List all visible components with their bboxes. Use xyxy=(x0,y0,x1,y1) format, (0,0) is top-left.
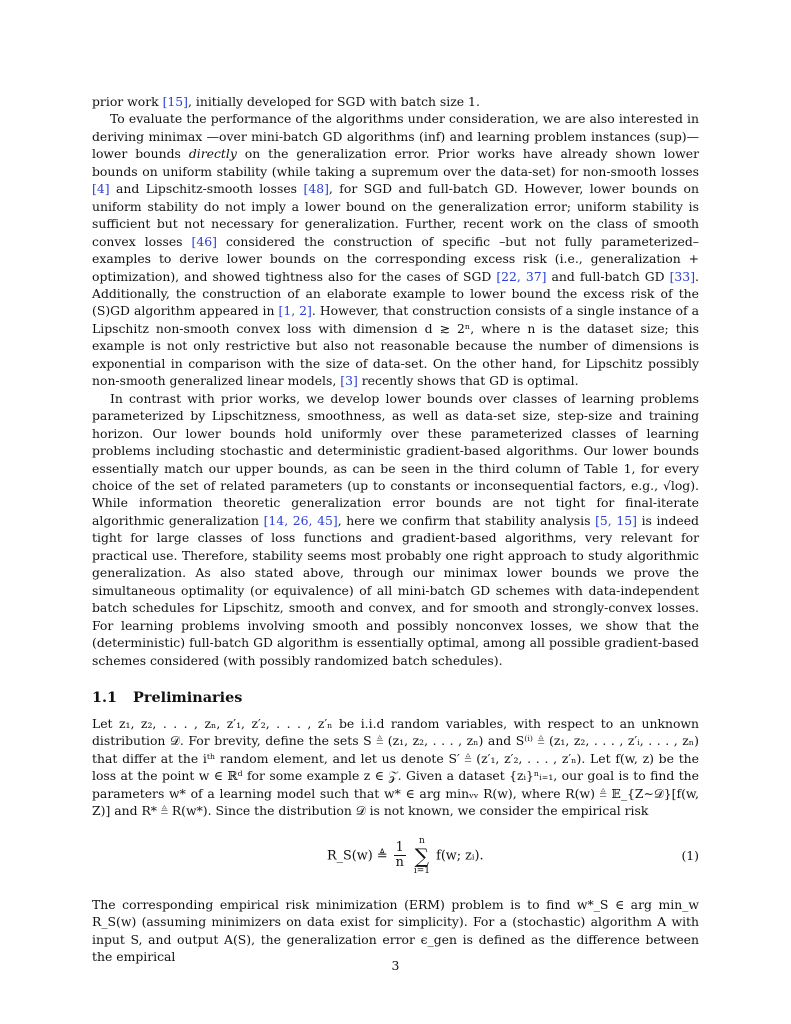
citation-link[interactable]: [5, 15] xyxy=(595,512,637,528)
equation-fraction xyxy=(394,841,406,870)
section-number: 1.1 xyxy=(92,688,118,706)
equation-lhs: R_S(w) ≜ xyxy=(327,848,388,864)
fraction-numerator: 1 xyxy=(395,840,404,856)
citation-link[interactable]: [3] xyxy=(340,373,358,389)
sum-upper-limit: n xyxy=(419,835,425,846)
citation-link[interactable]: [1, 2] xyxy=(278,303,312,319)
paper-page xyxy=(92,93,699,965)
citation-link[interactable]: [14, 26, 45] xyxy=(263,512,338,528)
sum-symbol: ∑ xyxy=(414,843,430,868)
citation-link[interactable]: [15] xyxy=(162,94,189,109)
page-number: 3 xyxy=(391,958,400,973)
citation-link[interactable]: [22, 37] xyxy=(496,268,547,284)
equation-empirical-risk xyxy=(92,828,699,886)
sum-lower-limit: i=1 xyxy=(413,865,430,876)
section-title: Preliminaries xyxy=(133,688,243,706)
paragraph-preliminaries: Let z₁, z₂, . . . , zₙ, z′₁, z′₂, . . . , z′ₙ be i.i.d random variables, with respect to an unknown distribution 𝒟. For brevity, define the sets S ≜ (z₁, z₂, . . . , zₙ) and S⁽ⁱ⁾ ≜ (z₁, z₂, . . . , z′ᵢ, . . . , zₙ) that differ at the iᵗʰ random element, and let us denote S′ ≜ (z′₁, z′₂, . . . , z′ₙ). Let f(w, z) be the loss at the point w ∈ ℝᵈ for some example z ∈ 𝒵. Given a dataset {zᵢ}ⁿᵢ₌₁, our goal is to find the parameters w* of a learning model such that w* ∈ arg minᵥᵥ R(w), where R(w) ≜ 𝔼_{Z∼𝒟}[f(w, Z)] and R* ≜ R(w*). Since the distribution 𝒟 is not known, we consider the empirical risk xyxy=(92,715,699,819)
paragraph-contributions: In contrast with prior works, we develop lower bounds over classes of learning problems parameterized by Lipschitzness, smoothness, as well as data-set size, step-size and training horizon. Our lower bounds hold uniformly over these parameterized classes of learning problems including stochastic and deterministic gradient-based algorithms. Our lower bounds essentially match our upper bounds, as can be seen in the third column of Table 1, for every choice of the set of related parameters (up to constants or inconsequential factors, e.g., √log). While information theoretic generalization error bounds are not tight for final-iterate algorithmic generalization [14, 26, 45], here we confirm that stability analysis [5, 15] is indeed tight for large classes of loss functions and gradient-based algorithms, very relevant for practical use. Therefore, stability seems most probably one right approach to study algorithmic generalization. As also stated above, through our minimax lower bounds we prove the simultaneous optimality (or equivalence) of all mini-batch GD schemes with data-independent batch schedules for Lipschitz, smooth and convex, and for smooth and strongly-convex losses. For learning problems involving smooth and possibly nonconvex losses, we show that the (deterministic) full-batch GD algorithm is essentially optimal, among all possible gradient-based schemes considered (with possibly randomized batch schedules). xyxy=(92,390,699,668)
paragraph-minimax-lower-bounds: To evaluate the performance of the algorithms under consideration, we are also interested in deriving minimax —over mini-batch GD algorithms (inf) and learning problem instances (sup)— lower bounds directly on the generalization error. Prior works have already shown lower bounds on uniform stability (while taking a supremum over the data-set) for non-smooth losses [4] and Lipschitz-smooth losses [48], for SGD and full-batch GD. However, lower bounds on uniform stability do not imply a lower bound on the generalization error; uniform stability is sufficient but not necessary for generalization. Further, recent work on the class of smooth convex losses [46] considered the construction of specific –but not fully parameterized– examples to derive lower bounds on the corresponding excess risk (i.e., generalization + optimization), and showed tightness also for the cases of SGD [22, 37] and full-batch GD [33]. Additionally, the construction of an elaborate example to lower bound the excess risk of the (S)GD algorithm appeared in [1, 2]. However, that construction consists of a single instance of a Lipschitz non-smooth convex loss with dimension d ≳ 2ⁿ, where n is the dataset size; this example is not only restrictive but also not reasonable because the number of dimensions is exponential in comparison with the size of data-set. On the other hand, for Lipschitz possibly non-smooth generalized linear models, [3] recently shows that GD is optimal. xyxy=(92,111,700,389)
citation-link[interactable]: [33] xyxy=(669,268,696,284)
citation-link[interactable]: [46] xyxy=(191,233,217,249)
equation-number: (1) xyxy=(681,847,699,863)
fraction-denominator: n xyxy=(395,855,404,871)
citation-link[interactable]: [4] xyxy=(92,181,110,197)
section-heading xyxy=(92,689,699,706)
paragraph-prior-work: prior work [15], initially developed for SGD with batch size 1. xyxy=(92,94,480,109)
citation-link[interactable]: [48] xyxy=(303,181,329,197)
equation-rhs: f(w; zᵢ). xyxy=(436,848,484,864)
summation xyxy=(414,836,430,876)
paragraph-erm: The corresponding empirical risk minimization (ERM) problem is to find w*_S ∈ arg min_w R_S(w) (assuming minimizers on data exist for simplicity). For a (stochastic) algorithm A with input S, and output A(S), the generalization error ϵ_gen is defined as the difference between the empirical xyxy=(92,896,699,965)
